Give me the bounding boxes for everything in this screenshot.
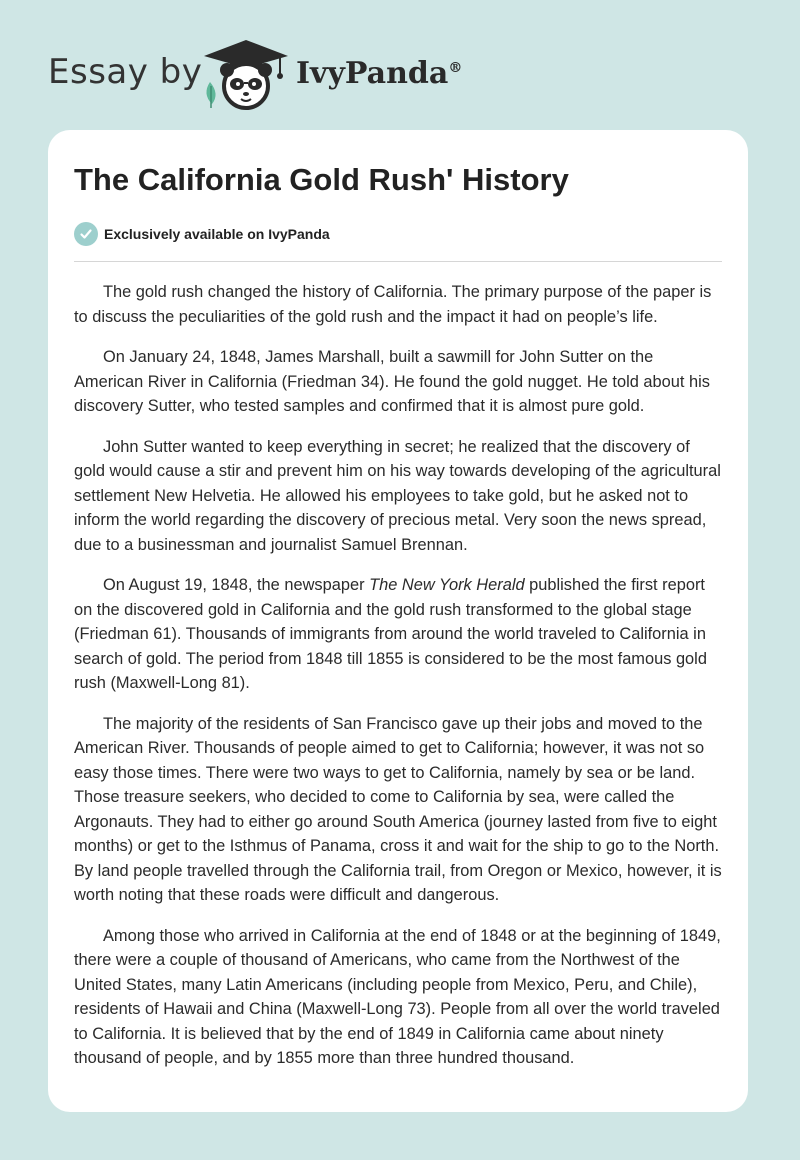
newspaper-title: The New York Herald: [369, 576, 525, 594]
paragraph: On January 24, 1848, James Marshall, built a sawmill for John Sutter on the American River in California (Friedman 34). He found the gold nugget. He told about his discovery Sutter, who tested samples and confirmed that it is almost pure gold.: [74, 348, 710, 415]
registered-mark: ®: [448, 60, 463, 76]
essay-title: The California Gold Rush' History: [74, 162, 569, 197]
paragraph: The majority of the residents of San Francisco gave up their jobs and moved to the American River. Thousands of people aimed to get to California; however, it was not so easy those times. There were two ways to get to California, namely by sea or be land. Those treasure seekers, who decided to come to California by sea, were called the Argonauts. They had to either go around South America (journey lasted from five to eight months) or get to the Isthmus of Panama, cross it and wait for the ship to go to the North. By land people travelled through the California trail, from Oregon or Mexico, however, it is worth noting that these roads were difficult and dangerous.: [74, 714, 722, 904]
badge-label: Exclusively available on IvyPanda: [104, 226, 330, 242]
essay-body: [74, 280, 724, 1087]
paragraph: Among those who arrived in California at the end of 1848 or at the beginning of 1849, there were a couple of thousand of Americans, who came from the Northwest of the United States, many Latin Americans (including people from Mexico, Peru, and Chile), residents of Hawaii and China (Maxwell-Long 73). People from all over the world traveled to California. It is believed that by the end of 1849 in California came about ninety thousand of people, and by 1855 more than three hundred thousand.: [74, 926, 721, 1067]
brand-text: IvyPanda: [296, 56, 449, 91]
panda-graduation-logo-icon[interactable]: [200, 38, 292, 110]
brand-name[interactable]: [296, 56, 462, 91]
divider: [74, 261, 722, 262]
paragraph: John Sutter wanted to keep everything in secret; he realized that the discovery of gold would cause a stir and prevent him on his way towards developing of the agricultural settlement New Helvetia. He allowed his employees to take gold, but he asked not to inform the world regarding the discovery of precious metal. Very soon the news spread, due to a businessman and journalist Samuel Brennan.: [74, 437, 721, 554]
paragraph: On August 19, 1848, the newspaper The New York Herald published the first report on the discovered gold in California and the gold rush transformed to the global stage (Friedman 61). Thousands of immigrants from around the world traveled to California in search of gold. The period from 1848 till 1855 is considered to be the most famous gold rush (Maxwell-Long 81).: [74, 576, 707, 692]
essay-card: [48, 130, 748, 1112]
check-circle-icon: [74, 222, 98, 246]
exclusive-badge: [74, 222, 330, 246]
paragraph: The gold rush changed the history of California. The primary purpose of the paper is to discuss the peculiarities of the gold rush and the impact it had on people’s life.: [74, 283, 712, 326]
essay-by-label: Essay by: [48, 52, 203, 92]
site-header: [0, 0, 800, 120]
